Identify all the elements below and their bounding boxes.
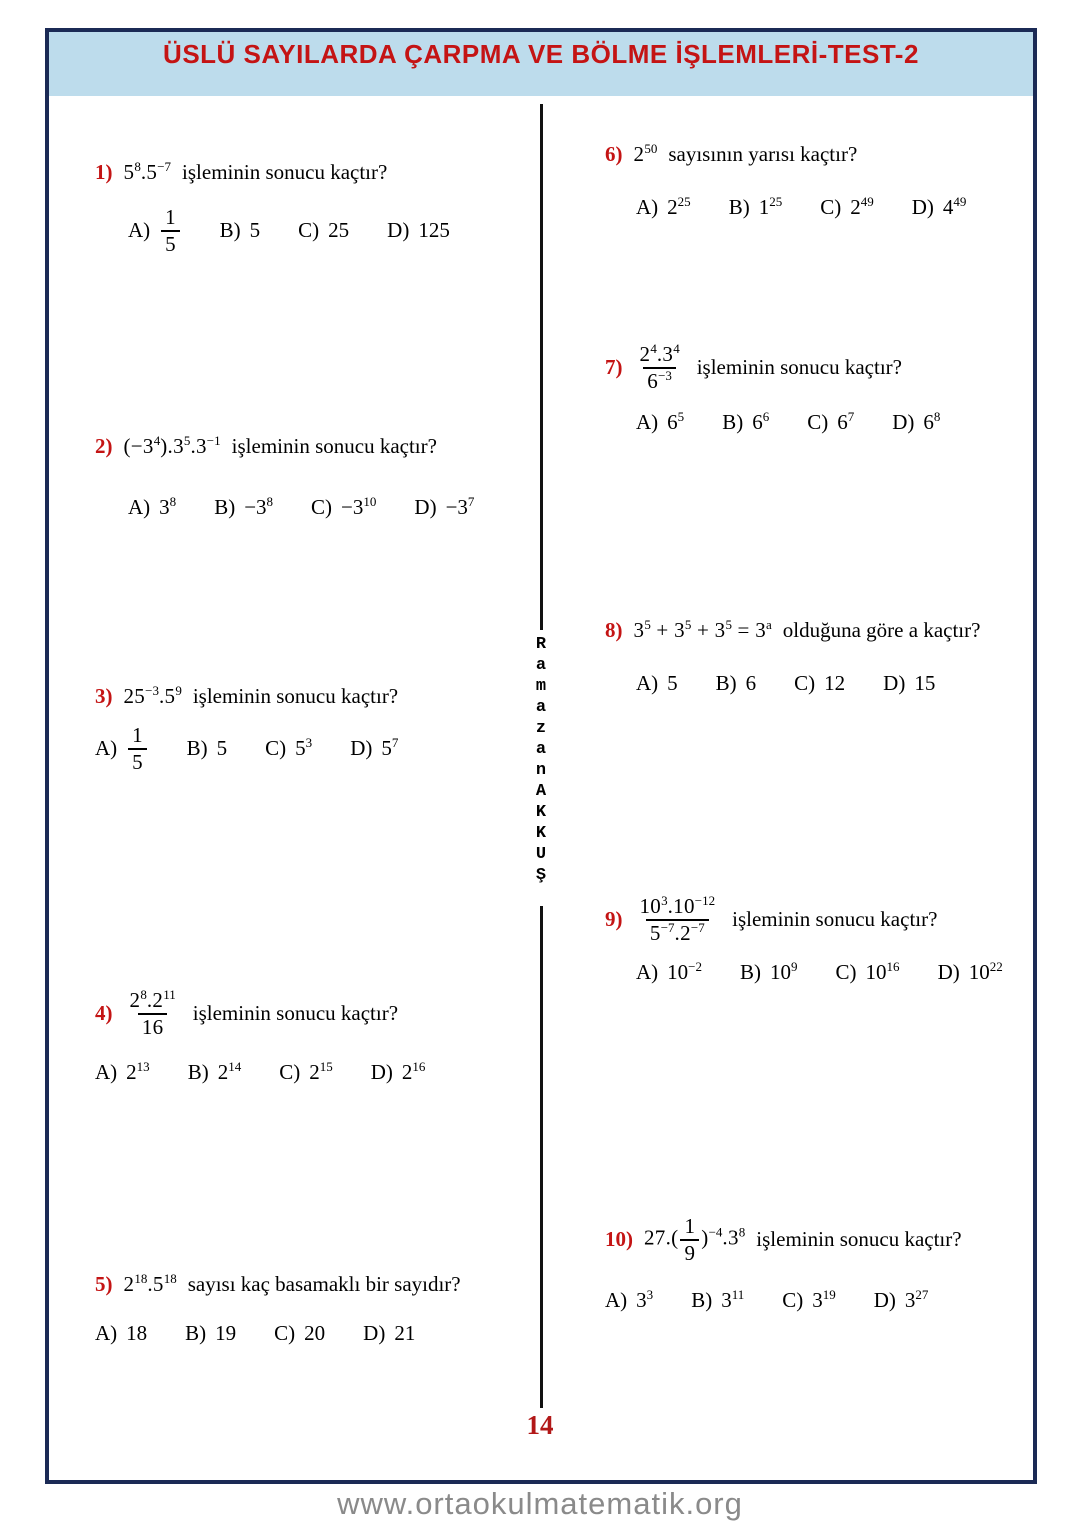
question-number: 9) bbox=[605, 907, 623, 932]
option-label: B) bbox=[187, 1059, 209, 1084]
option-label: A) bbox=[128, 495, 151, 519]
option-label: D) bbox=[892, 409, 915, 434]
author-name-letter: K bbox=[535, 824, 547, 843]
question-stem bbox=[605, 142, 966, 167]
option-label: C) bbox=[274, 1321, 296, 1345]
exponent: 18 bbox=[134, 1271, 148, 1286]
option-label: A) bbox=[636, 671, 659, 695]
option-D bbox=[371, 1060, 426, 1085]
exponent: 49 bbox=[953, 194, 967, 209]
question-prompt: işleminin sonucu kaçtır? bbox=[182, 160, 388, 184]
option-A bbox=[95, 723, 149, 775]
question-math: $3^5 + 3^5 + 3^5 = 3^a$ bbox=[633, 617, 772, 642]
exponent: 5 bbox=[725, 617, 732, 632]
question-4 bbox=[95, 988, 425, 1085]
fraction: $\frac{10^3.10^{-12}}{5^{-7}.2^{-7}}$ bbox=[639, 893, 716, 945]
author-name-letter: a bbox=[535, 698, 547, 717]
option-value: $3^{27}$ bbox=[904, 1286, 929, 1312]
exponent: 16 bbox=[886, 958, 900, 974]
exponent: 19 bbox=[822, 1286, 836, 1302]
question-stem bbox=[605, 894, 1003, 946]
exponent: −7 bbox=[690, 919, 705, 935]
exponent: 15 bbox=[319, 1058, 333, 1074]
option-value: 15 bbox=[914, 671, 936, 695]
question-number: 7) bbox=[605, 355, 623, 380]
option-value: $4^{49}$ bbox=[942, 194, 967, 219]
option-label: A) bbox=[95, 736, 118, 761]
option-value: $10^{-2}$ bbox=[667, 958, 703, 984]
options-row bbox=[128, 205, 450, 257]
option-value: $2^{13}$ bbox=[126, 1058, 150, 1084]
option-value: $3^8$ bbox=[159, 494, 177, 519]
exponent: 14 bbox=[228, 1058, 242, 1074]
options-row bbox=[605, 1288, 962, 1313]
options-row bbox=[95, 723, 398, 775]
author-name-letter: K bbox=[535, 803, 547, 822]
exponent: 22 bbox=[989, 958, 1003, 974]
exponent: 5 bbox=[183, 433, 191, 448]
exponent: −7 bbox=[157, 159, 172, 174]
question-stem bbox=[95, 988, 425, 1040]
option-label: C) bbox=[807, 409, 829, 434]
option-label: B) bbox=[185, 1321, 207, 1345]
question-number: 2) bbox=[95, 434, 113, 458]
option-B bbox=[214, 495, 273, 520]
exponent: 50 bbox=[644, 141, 658, 156]
question-2 bbox=[95, 434, 474, 520]
option-value: $10^9$ bbox=[770, 958, 798, 984]
exponent: −3 bbox=[145, 683, 159, 698]
author-name-letter: R bbox=[535, 635, 547, 654]
option-D bbox=[874, 1288, 929, 1313]
option-value: $5^3$ bbox=[295, 735, 313, 761]
option-A bbox=[95, 1060, 150, 1085]
question-6 bbox=[605, 142, 966, 220]
exponent: −3 bbox=[658, 367, 672, 383]
exponent: 7 bbox=[391, 735, 399, 751]
fraction: $\frac{2^4.3^4}{6^{-3}}$ bbox=[639, 341, 680, 393]
option-label: C) bbox=[782, 1287, 804, 1312]
question-math: $25^{-3}.5^9$ bbox=[123, 683, 182, 708]
option-label: A) bbox=[636, 409, 659, 434]
option-C bbox=[794, 671, 845, 696]
exponent: 27 bbox=[915, 1286, 929, 1302]
exponent: 7 bbox=[467, 494, 475, 509]
option-label: A) bbox=[605, 1287, 628, 1312]
option-D bbox=[387, 218, 450, 243]
exponent: 11 bbox=[163, 987, 176, 1002]
option-A bbox=[128, 495, 176, 520]
exponent: a bbox=[766, 617, 772, 632]
option-value: $-3^{10}$ bbox=[341, 494, 377, 519]
option-value: $5^7$ bbox=[381, 735, 399, 761]
option-value: $2^{15}$ bbox=[309, 1058, 333, 1084]
author-name-letter: A bbox=[535, 782, 547, 801]
option-B bbox=[691, 1288, 744, 1313]
question-math bbox=[634, 342, 686, 394]
option-label: B) bbox=[691, 1287, 713, 1312]
question-number: 1) bbox=[95, 160, 113, 184]
exponent: 5 bbox=[684, 617, 692, 632]
option-B bbox=[220, 218, 261, 243]
option-label: C) bbox=[835, 959, 857, 984]
fraction: $\frac{1}{5}$ bbox=[161, 205, 180, 257]
option-value: 6 bbox=[745, 671, 757, 695]
option-label: B) bbox=[722, 409, 744, 434]
option-value: $6^6$ bbox=[752, 408, 770, 434]
question-stem bbox=[95, 160, 450, 185]
option-label: B) bbox=[728, 195, 750, 219]
option-label: D) bbox=[911, 195, 934, 219]
exponent: 5 bbox=[677, 408, 685, 424]
question-math: $2^{50}$ bbox=[633, 141, 658, 166]
option-C bbox=[807, 410, 854, 435]
option-value: $10^{22}$ bbox=[968, 958, 1003, 984]
option-label: C) bbox=[794, 671, 816, 695]
option-A bbox=[636, 410, 684, 435]
options-row bbox=[636, 195, 966, 220]
worksheet-page bbox=[45, 28, 1037, 1484]
question-number: 6) bbox=[605, 142, 623, 166]
exponent: 5 bbox=[644, 617, 651, 632]
option-value: 21 bbox=[394, 1321, 416, 1345]
exponent: −4 bbox=[708, 1224, 723, 1240]
option-value: $-3^8$ bbox=[244, 494, 274, 519]
option-label: C) bbox=[311, 495, 333, 519]
question-8 bbox=[605, 618, 980, 696]
exponent: 4 bbox=[650, 341, 657, 356]
exponent: 8 bbox=[933, 408, 941, 424]
exponent: 9 bbox=[791, 958, 798, 974]
question-3 bbox=[95, 684, 398, 775]
question-stem bbox=[605, 618, 980, 643]
option-C bbox=[836, 960, 900, 985]
exponent: 6 bbox=[762, 408, 770, 424]
option-value: 25 bbox=[328, 218, 350, 243]
exponent: 16 bbox=[412, 1058, 426, 1074]
option-value: 12 bbox=[824, 671, 846, 695]
question-prompt: işleminin sonucu kaçtır? bbox=[696, 355, 902, 380]
exponent: 4 bbox=[153, 433, 161, 448]
option-value: 5 bbox=[667, 671, 678, 695]
option-value: $6^8$ bbox=[923, 408, 941, 434]
option-label: C) bbox=[265, 736, 287, 761]
question-prompt: işleminin sonucu kaçtır? bbox=[192, 684, 399, 708]
option-A bbox=[636, 671, 678, 696]
exponent: 8 bbox=[134, 159, 141, 174]
option-B bbox=[716, 671, 757, 696]
option-C bbox=[820, 195, 874, 220]
option-D bbox=[938, 960, 1003, 985]
exponent: 7 bbox=[847, 408, 855, 424]
option-label: D) bbox=[414, 495, 437, 519]
option-B bbox=[188, 1060, 242, 1085]
options-row bbox=[128, 495, 474, 520]
option-label: D) bbox=[350, 736, 373, 761]
option-value: 5 bbox=[216, 736, 228, 761]
option-label: C) bbox=[820, 195, 842, 219]
option-label: D) bbox=[873, 1287, 896, 1312]
question-10 bbox=[605, 1214, 962, 1313]
fraction: $\frac{2^8.2^{11}}{16}$ bbox=[129, 987, 176, 1039]
option-value: 19 bbox=[215, 1321, 237, 1345]
option-value: $-3^7$ bbox=[445, 494, 475, 519]
page-number: 14 bbox=[526, 1410, 554, 1440]
question-math: $(-3^4).3^5.3^{-1}$ bbox=[123, 433, 221, 458]
divider-line-top bbox=[540, 104, 543, 630]
question-stem bbox=[95, 434, 474, 459]
option-value: $10^{16}$ bbox=[865, 958, 900, 984]
question-math: $2^{18}.5^{18}$ bbox=[123, 1271, 177, 1296]
question-stem bbox=[95, 1272, 461, 1297]
question-number: 4) bbox=[95, 1001, 113, 1026]
exponent: 3 bbox=[661, 893, 668, 908]
option-C bbox=[279, 1060, 333, 1085]
question-number: 3) bbox=[95, 684, 113, 708]
fraction: $\frac{1}{9}$ bbox=[680, 1214, 699, 1266]
option-D bbox=[414, 495, 474, 520]
exponent: −2 bbox=[688, 958, 703, 974]
author-name-letter: U bbox=[535, 845, 547, 864]
question-stem bbox=[605, 1214, 962, 1266]
exponent: 11 bbox=[731, 1286, 745, 1302]
option-C bbox=[311, 495, 376, 520]
option-value: $2^{49}$ bbox=[850, 194, 874, 219]
option-A bbox=[636, 195, 691, 220]
option-value: $2^{25}$ bbox=[667, 194, 691, 219]
option-label: B) bbox=[219, 218, 241, 243]
exponent: −12 bbox=[694, 893, 716, 908]
author-name-letter: a bbox=[535, 740, 547, 759]
option-value: $3^{19}$ bbox=[812, 1286, 836, 1312]
option-label: A) bbox=[95, 1059, 118, 1084]
option-value: $2^{16}$ bbox=[401, 1058, 426, 1084]
exponent: 18 bbox=[163, 1271, 177, 1286]
exponent: 8 bbox=[266, 494, 274, 509]
options-row bbox=[636, 410, 940, 435]
option-A bbox=[605, 1288, 653, 1313]
exponent: 3 bbox=[646, 1286, 654, 1302]
author-name-letter: z bbox=[535, 719, 547, 738]
question-prompt: olduğuna göre a kaçtır? bbox=[782, 618, 981, 642]
question-math: 27.( $\frac{1}{9}$ )$^{-4}.3^8$ bbox=[644, 1214, 746, 1265]
option-A bbox=[95, 1321, 147, 1346]
option-D bbox=[363, 1321, 415, 1346]
author-name-vertical bbox=[527, 634, 555, 886]
options-row bbox=[95, 1060, 425, 1085]
option-label: A) bbox=[95, 1321, 118, 1345]
question-number: 10) bbox=[605, 1227, 633, 1252]
option-value bbox=[126, 723, 149, 775]
page-title: ÜSLÜ SAYILARDA ÇARPMA VE BÖLME İŞLEMLERİ-TEST-2 bbox=[163, 39, 919, 69]
option-B bbox=[740, 960, 798, 985]
option-value: $6^7$ bbox=[837, 408, 855, 434]
header-band bbox=[49, 32, 1033, 96]
option-label: D) bbox=[937, 959, 960, 984]
option-B bbox=[185, 1321, 236, 1346]
option-label: A) bbox=[636, 959, 659, 984]
question-5 bbox=[95, 1272, 461, 1346]
option-value: $3^3$ bbox=[636, 1286, 654, 1312]
exponent: −1 bbox=[206, 433, 221, 448]
option-C bbox=[274, 1321, 325, 1346]
option-label: B) bbox=[715, 671, 737, 695]
exponent: 13 bbox=[136, 1058, 150, 1074]
option-label: A) bbox=[128, 218, 151, 243]
author-name-letter: m bbox=[535, 677, 547, 696]
question-math: $5^8.5^{-7}$ bbox=[123, 159, 172, 184]
option-label: D) bbox=[370, 1059, 393, 1084]
option-value: 125 bbox=[418, 218, 450, 243]
option-A bbox=[128, 205, 182, 257]
website-footer: www.ortaokulmatematik.org bbox=[337, 1486, 743, 1521]
option-B bbox=[187, 736, 228, 761]
option-B bbox=[722, 410, 769, 435]
option-C bbox=[298, 218, 349, 243]
author-name-letter: Ş bbox=[535, 866, 547, 885]
exponent: 3 bbox=[305, 735, 313, 751]
author-name-letter: n bbox=[535, 761, 547, 780]
question-prompt: sayısının yarısı kaçtır? bbox=[668, 142, 858, 166]
option-value: 5 bbox=[249, 218, 261, 243]
exponent: 10 bbox=[363, 494, 377, 509]
divider-line-bottom bbox=[540, 906, 543, 1408]
option-value: 18 bbox=[126, 1321, 148, 1345]
question-prompt: işleminin sonucu kaçtır? bbox=[732, 907, 938, 932]
option-label: D) bbox=[363, 1321, 386, 1345]
option-D bbox=[350, 736, 398, 761]
option-value bbox=[159, 205, 182, 257]
options-row bbox=[636, 671, 980, 696]
question-number: 8) bbox=[605, 618, 623, 642]
option-B bbox=[729, 195, 783, 220]
question-prompt: işleminin sonucu kaçtır? bbox=[231, 434, 437, 458]
option-label: A) bbox=[636, 195, 659, 219]
exponent: 8 bbox=[169, 494, 177, 509]
option-label: D) bbox=[387, 218, 410, 243]
question-prompt: işleminin sonucu kaçtır? bbox=[756, 1227, 962, 1252]
exponent: 25 bbox=[677, 194, 691, 209]
exponent: −7 bbox=[660, 919, 675, 935]
exponent: 8 bbox=[738, 1224, 746, 1240]
option-label: B) bbox=[214, 495, 236, 519]
option-value: $3^{11}$ bbox=[721, 1286, 745, 1312]
question-prompt: sayısı kaç basamaklı bir sayıdır? bbox=[187, 1272, 461, 1296]
option-D bbox=[883, 671, 935, 696]
question-7 bbox=[605, 342, 940, 435]
exponent: 4 bbox=[673, 341, 680, 356]
exponent: 49 bbox=[860, 194, 874, 209]
question-1 bbox=[95, 160, 450, 257]
option-value: $6^5$ bbox=[667, 408, 685, 434]
option-label: B) bbox=[740, 959, 762, 984]
option-value: $1^{25}$ bbox=[758, 194, 783, 219]
exponent: 9 bbox=[175, 683, 182, 698]
option-A bbox=[636, 960, 702, 985]
option-label: B) bbox=[186, 736, 208, 761]
question-9 bbox=[605, 894, 1003, 985]
options-row bbox=[95, 1321, 461, 1346]
option-label: C) bbox=[279, 1059, 301, 1084]
option-C bbox=[782, 1288, 836, 1313]
option-D bbox=[912, 195, 967, 220]
question-prompt: işleminin sonucu kaçtır? bbox=[192, 1001, 399, 1026]
exponent: 25 bbox=[769, 194, 783, 209]
question-stem bbox=[95, 684, 398, 709]
fraction: $\frac{1}{5}$ bbox=[128, 723, 147, 775]
option-D bbox=[892, 410, 940, 435]
question-number: 5) bbox=[95, 1272, 113, 1296]
option-label: D) bbox=[883, 671, 906, 695]
exponent: 8 bbox=[140, 987, 147, 1002]
options-row bbox=[636, 960, 1003, 985]
question-stem bbox=[605, 342, 940, 394]
question-math bbox=[634, 894, 722, 946]
option-C bbox=[265, 736, 312, 761]
option-value: $2^{14}$ bbox=[217, 1058, 242, 1084]
author-name-letter: a bbox=[535, 656, 547, 675]
question-math bbox=[124, 988, 182, 1040]
option-value: 20 bbox=[304, 1321, 326, 1345]
option-label: C) bbox=[298, 218, 320, 243]
